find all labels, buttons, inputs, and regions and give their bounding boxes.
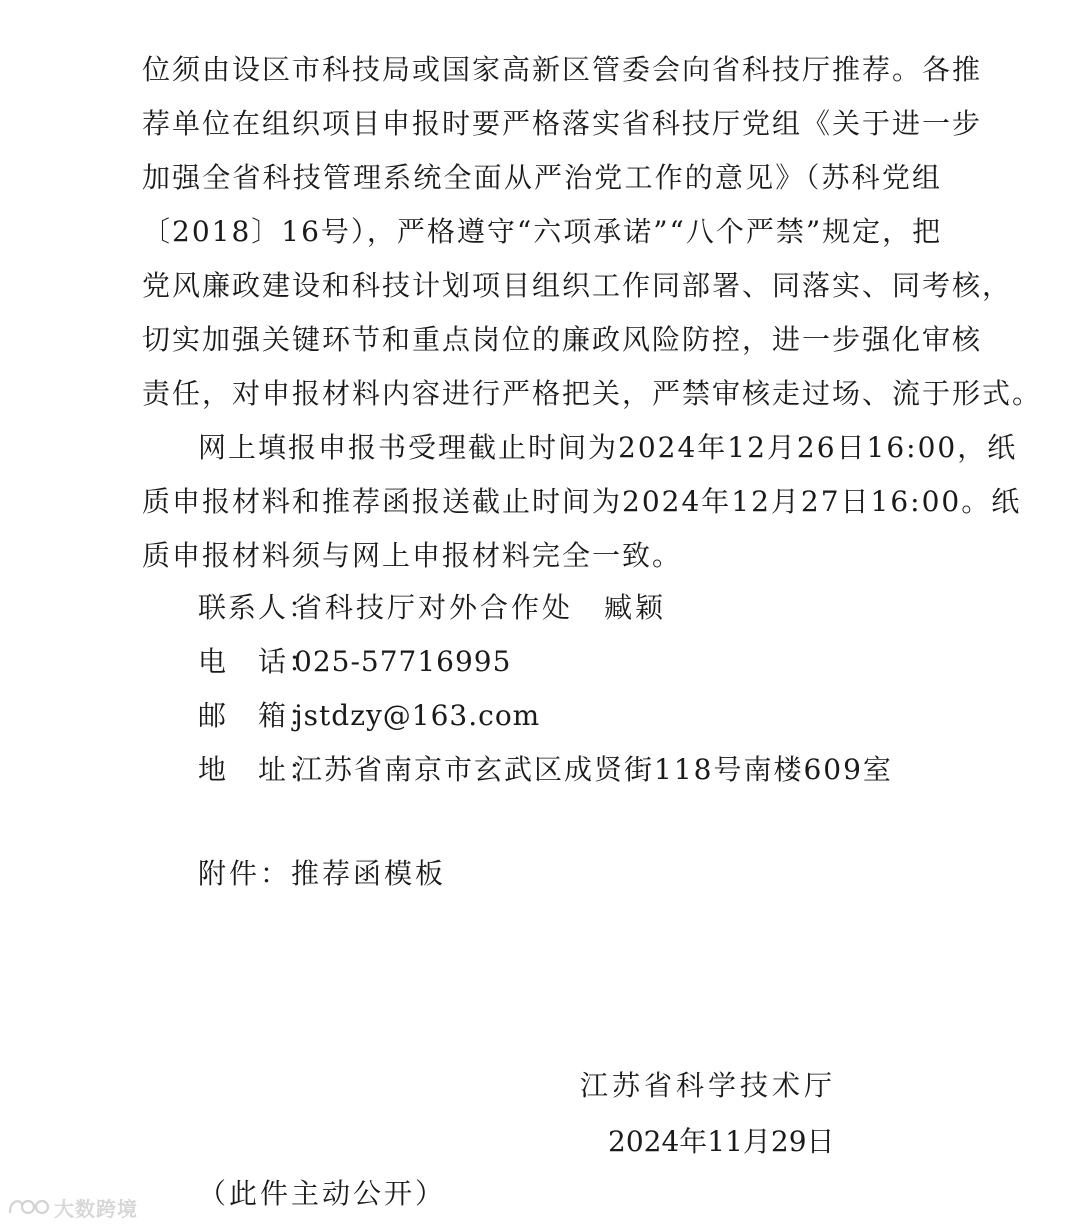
brand-logo-icon — [6, 1194, 50, 1220]
paragraph-line: 质申报材料和推荐函报送截止时间为2024年12月27日16:00。纸 — [142, 485, 1022, 518]
contact-address-value: 江苏省南京市玄武区成贤街118号南楼609室 — [294, 753, 893, 786]
contact-person-label: 联系人： — [198, 591, 319, 624]
contact-address-label: 地 址： — [198, 753, 319, 786]
attachment-note: 附件：推荐函模板 — [198, 857, 447, 890]
contact-email-label: 邮 箱： — [198, 699, 319, 732]
paragraph-line: 质申报材料须与网上申报材料完全一致。 — [142, 539, 683, 572]
contact-phone-label: 电 话： — [198, 645, 319, 678]
contact-phone-value: 025-57716995 — [294, 645, 512, 678]
contact-email-value: jstdzy@163.com — [294, 699, 541, 732]
watermark — [6, 1192, 138, 1222]
issue-date: 2024年11月29日 — [608, 1125, 835, 1158]
watermark-text: 大数跨境 — [54, 1196, 138, 1221]
paragraph-line: 荐单位在组织项目申报时要严格落实省科技厅党组《关于进一步 — [142, 107, 983, 140]
paragraph-line: 切实加强关键环节和重点岗位的廉政风险防控，进一步强化审核 — [142, 323, 983, 356]
publicity-note: （此件主动公开） — [198, 1177, 447, 1210]
contact-email-row — [198, 698, 540, 734]
paragraph-line: 党风廉政建设和科技计划项目组织工作同部署、同落实、同考核， — [142, 269, 1013, 302]
contact-person-row — [198, 590, 666, 626]
contact-phone-row — [198, 644, 511, 680]
paragraph-line: 〔2018〕16号），严格遵守“六项承诺”“八个严禁”规定，把 — [142, 215, 943, 248]
issuing-organization: 江苏省科学技术厅 — [580, 1069, 837, 1102]
paragraph-line: 网上填报申报书受理截止时间为2024年12月26日16:00，纸 — [198, 431, 1018, 464]
paragraph-line: 责任，对申报材料内容进行严格把关，严禁审核走过场、流于形式。 — [142, 377, 1043, 410]
contact-address-row — [198, 752, 893, 788]
paragraph-line: 加强全省科技管理系统全面从严治党工作的意见》（苏科党组 — [142, 161, 942, 194]
contact-person-value: 省科技厅对外合作处 臧颖 — [294, 591, 667, 624]
paragraph-line: 位须由设区市科技局或国家高新区管委会向省科技厅推荐。各推 — [142, 53, 983, 86]
